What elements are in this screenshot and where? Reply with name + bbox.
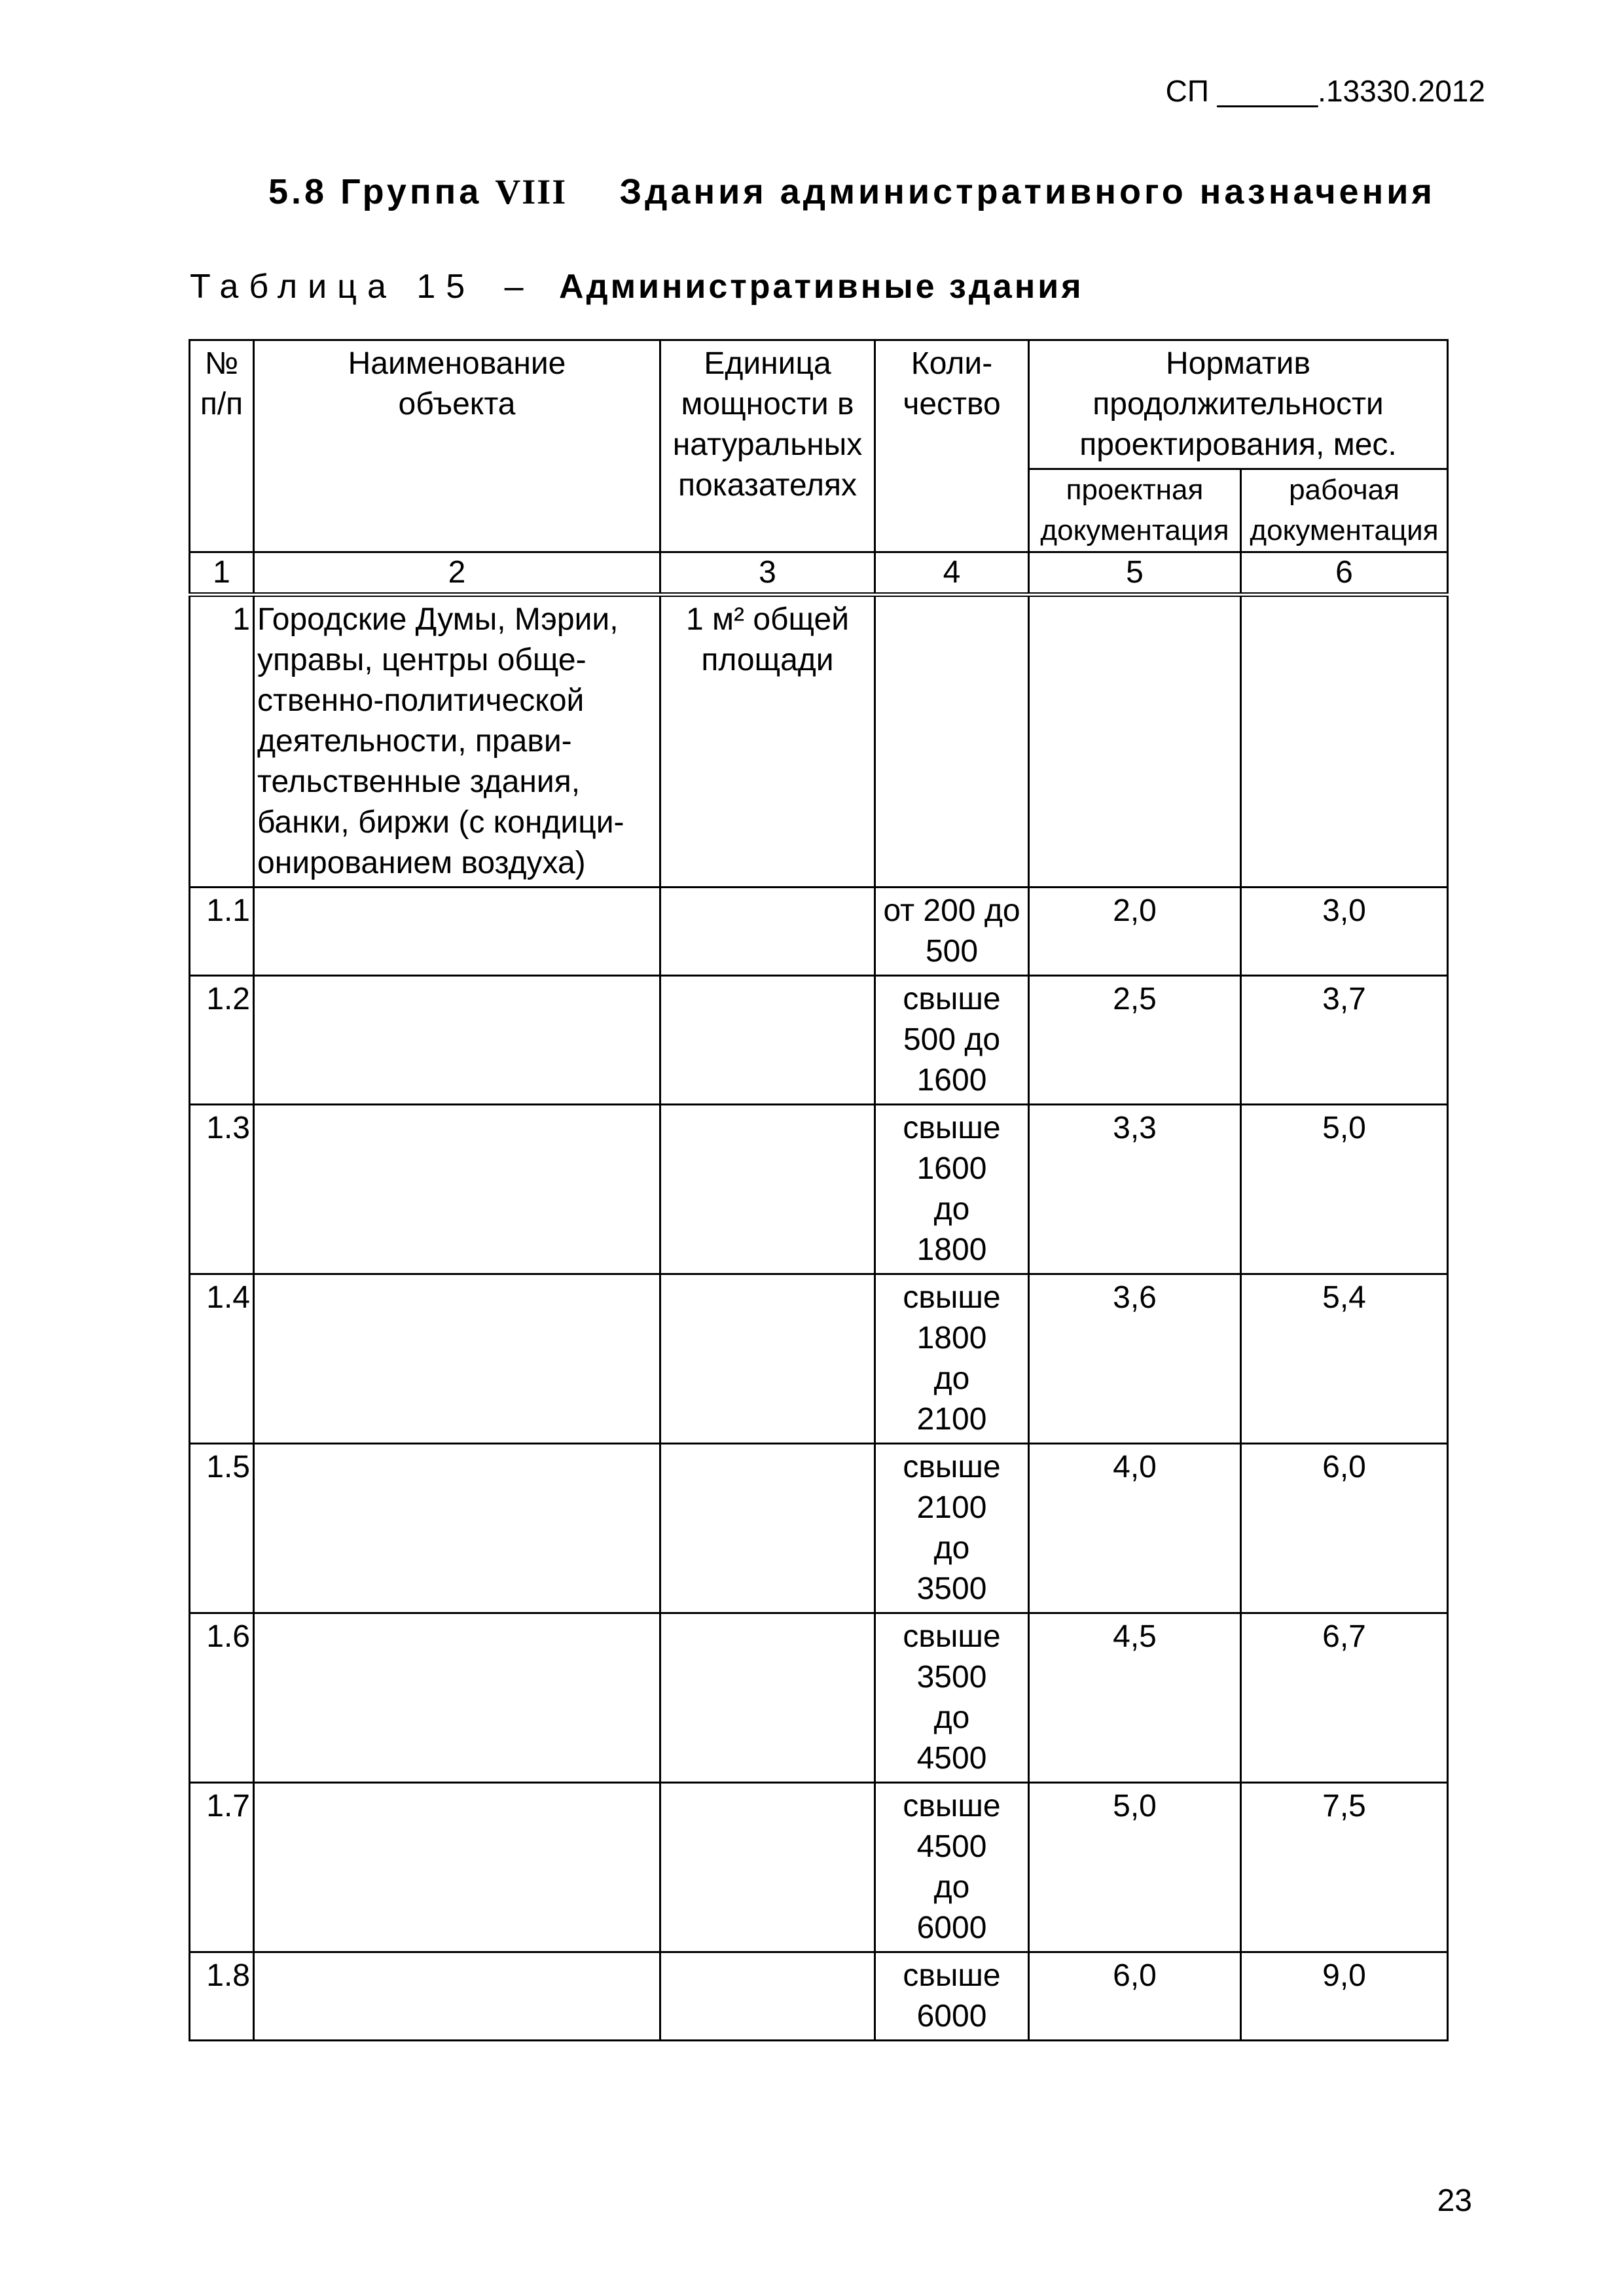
design-duration: 2,5 [1029,976,1241,1105]
working-duration: 6,7 [1241,1613,1448,1783]
quantity: свыше 2100 до 3500 [875,1444,1029,1613]
object-name [254,1613,660,1783]
design-duration: 5,0 [1029,1783,1241,1952]
working-duration: 6,0 [1241,1444,1448,1613]
table-caption [190,267,1084,306]
header-quantity: Коли-чество [875,340,1029,552]
quantity: свыше 1600 до 1800 [875,1105,1029,1274]
unit-of-capacity [660,1952,875,2041]
table-row [190,1952,1448,2041]
quantity: свыше 3500 до 4500 [875,1613,1029,1783]
table-row [190,1444,1448,1613]
quantity-cell [875,595,1029,888]
quantity: свыше 4500 до 6000 [875,1783,1029,1952]
buildings-table [189,339,1449,2041]
design-cell [1029,595,1241,888]
header-name: Наименование объекта [254,340,660,552]
quantity: свыше 500 до 1600 [875,976,1029,1105]
working-duration: 7,5 [1241,1783,1448,1952]
working-cell [1241,595,1448,888]
row-number: 1.1 [190,888,254,976]
quantity: от 200 до 500 [875,888,1029,976]
quantity: свыше 6000 [875,1952,1029,2041]
row-number: 1.6 [190,1613,254,1783]
section-group-roman: VIII [495,172,568,211]
unit-of-capacity [660,1105,875,1274]
object-name [254,976,660,1105]
object-name [254,1105,660,1274]
object-name [254,1783,660,1952]
design-duration: 3,3 [1029,1105,1241,1274]
working-duration: 9,0 [1241,1952,1448,2041]
row-number: 1.5 [190,1444,254,1613]
page-number: 23 [1437,2183,1472,2218]
header-design-docs: проектная документация [1029,469,1241,552]
unit-of-capacity [660,1783,875,1952]
table-row [190,1105,1448,1274]
working-duration: 3,7 [1241,976,1448,1105]
design-duration: 3,6 [1029,1274,1241,1444]
section-group-word: Группа [340,172,482,211]
table-row [190,1274,1448,1444]
object-name: Городские Думы, Мэрии, управы, центры обще-ственно-политической деятельности, прави-тельственные здания, банки, биржи (с кондици-онированием воздуха) [254,595,660,888]
quantity: свыше 1800 до 2100 [875,1274,1029,1444]
document-code: СП ______.13330.2012 [1165,74,1485,108]
table-row [190,976,1448,1105]
unit-of-capacity [660,1444,875,1613]
column-number: 2 [254,552,660,595]
row-number: 1.4 [190,1274,254,1444]
object-name [254,1444,660,1613]
table-row [190,888,1448,976]
unit-of-capacity: 1 м² общей площади [660,595,875,888]
design-duration: 6,0 [1029,1952,1241,2041]
table-caption-dash: – [504,268,524,306]
object-name [254,888,660,976]
header-no: № п/п [190,340,254,552]
column-number: 1 [190,552,254,595]
column-number-row [190,552,1448,595]
column-number: 5 [1029,552,1241,595]
column-number: 4 [875,552,1029,595]
working-duration: 5,0 [1241,1105,1448,1274]
unit-of-capacity [660,888,875,976]
object-name [254,1274,660,1444]
table-row [190,1613,1448,1783]
column-number: 6 [1241,552,1448,595]
row-number: 1.3 [190,1105,254,1274]
header-unit: Единица мощности в натуральных показателях [660,340,875,552]
column-number: 3 [660,552,875,595]
section-name: Здания административного назначения [619,172,1435,211]
unit-of-capacity [660,1613,875,1783]
working-duration: 5,4 [1241,1274,1448,1444]
design-duration: 4,5 [1029,1613,1241,1783]
table-caption-label: Таблица 15 [190,268,476,306]
unit-of-capacity [660,1274,875,1444]
unit-of-capacity [660,976,875,1105]
working-duration: 3,0 [1241,888,1448,976]
row-number: 1.8 [190,1952,254,2041]
row-number: 1.7 [190,1783,254,1952]
table-row [190,1783,1448,1952]
header-working-docs: рабочая документация [1241,469,1448,552]
design-duration: 2,0 [1029,888,1241,976]
row-number: 1.2 [190,976,254,1105]
section-title [268,171,1435,212]
section-number: 5.8 [268,172,328,211]
table-row-main [190,595,1448,888]
table-caption-title: Административные здания [559,268,1084,306]
header-norm: Норматив продолжительности проектирования, мес. [1029,340,1448,469]
object-name [254,1952,660,2041]
row-number: 1 [190,595,254,888]
table-header-row [190,340,1448,469]
design-duration: 4,0 [1029,1444,1241,1613]
